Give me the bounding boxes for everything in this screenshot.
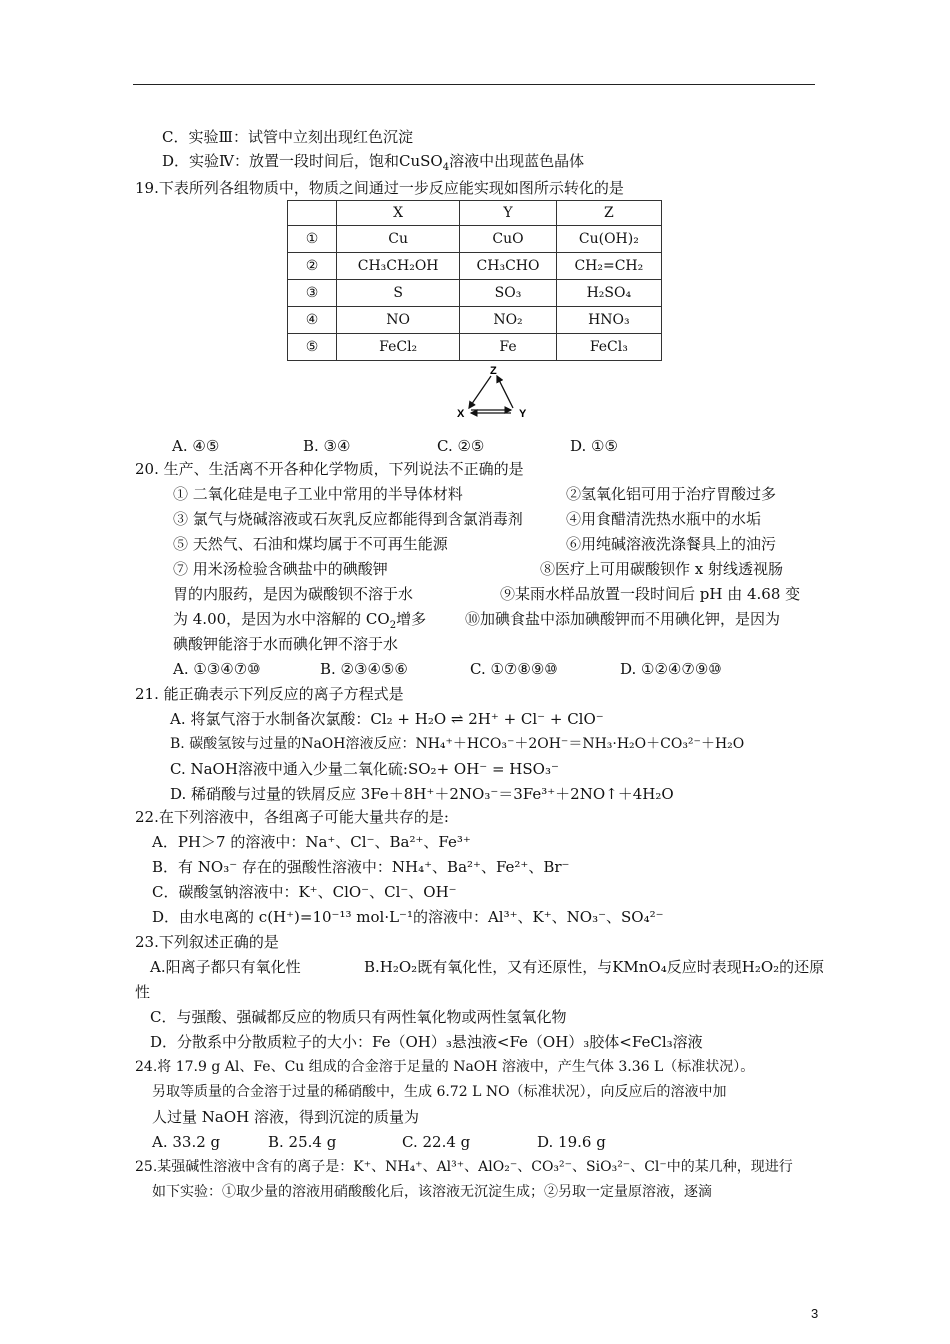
q20-stem: 20. 生产、生活离不开各种化学物质，下列说法不正确的是 [135, 460, 524, 478]
q20-statement: 碘酸钾能溶于水而碘化钾不溶于水 [173, 635, 399, 653]
q19-stem: 19.下表所列各组物质中，物质之间通过一步反应能实现如图所示转化的是 [135, 179, 624, 197]
table-row: ⑤ FeCl₂ Fe FeCl₃ [288, 334, 662, 361]
q21-option-c: C. NaOH溶液中通入少量二氧化硫:SO₂+ OH⁻ = HSO₃⁻ [170, 760, 559, 778]
q23-option-d: D．分散系中分散质粒子的大小：Fe（OH）₃悬浊液<Fe（OH）₃胶体<FeCl₃溶液 [150, 1033, 703, 1051]
q20-option-b: B. ②③④⑤⑥ [320, 660, 408, 678]
q20-statement: ④用食醋清洗热水瓶中的水垢 [566, 510, 762, 528]
q21-stem: 21. 能正确表示下列反应的离子方程式是 [135, 685, 404, 703]
q19-table [287, 200, 662, 361]
q20-statement: ⑨某雨水样品放置一段时间后 pH 由 4.68 变 [500, 585, 801, 603]
q20-option-d: D. ①②④⑦⑨⑩ [620, 660, 722, 678]
q20-statement: ②氢氧化铝可用于治疗胃酸过多 [566, 485, 777, 503]
q19-option-d: D. ①⑤ [570, 437, 618, 455]
q24-stem-line3: 人过量 NaOH 溶液，得到沉淀的质量为 [152, 1108, 419, 1126]
q20-option-c: C. ①⑦⑧⑨⑩ [470, 660, 558, 678]
table-header-row [288, 201, 662, 226]
q20-statement: 胃的内服药，是因为碳酸钡不溶于水 [173, 585, 414, 603]
q19-option-b: B. ③④ [303, 437, 351, 455]
page-number: 3 [811, 1306, 819, 1321]
q22-stem: 22.在下列溶液中，各组离子可能大量共存的是: [135, 808, 449, 826]
q23-option-b: B.H₂O₂既有氧化性，又有还原性，与KMnO₄反应时表现H₂O₂的还原 [364, 958, 825, 976]
table-corner [288, 201, 337, 226]
q19-option-a: A. ④⑤ [172, 437, 220, 455]
q22-option-c: C．碳酸氢钠溶液中：K⁺、ClO⁻、Cl⁻、OH⁻ [152, 883, 457, 901]
q21-option-d: D. 稀硝酸与过量的铁屑反应 3Fe＋8H⁺＋2NO₃⁻＝3Fe³⁺＋2NO↑＋4H₂O [170, 785, 674, 803]
q24-stem-line1: 24.将 17.9 g Al、Fe、Cu 组成的合金溶于足量的 NaOH 溶液中，产生气体 3.36 L（标准状况）。 [135, 1059, 755, 1075]
node-z: Z [490, 365, 497, 377]
q24-option-a: A. 33.2 g [152, 1133, 221, 1151]
column-header: Z [556, 201, 661, 226]
q20-statement: ① 二氧化硅是电子工业中常用的半导体材料 [173, 485, 463, 503]
table-row: ② CH₃CH₂OH CH₃CHO CH₂=CH₂ [288, 253, 662, 280]
q24-option-b: B. 25.4 g [268, 1133, 337, 1151]
q23-option-c: C．与强酸、强碱都反应的物质只有两性氧化物或两性氢氧化物 [150, 1008, 567, 1026]
q22-option-d: D．由水电离的 c(H⁺)=10⁻¹³ mol·L⁻¹的溶液中：Al³⁺、K⁺、NO₃⁻、SO₄²⁻ [152, 908, 664, 926]
q22-option-b: B．有 NO₃⁻ 存在的强酸性溶液中：NH₄⁺、Ba²⁺、Fe²⁺、Br⁻ [152, 858, 570, 876]
q25-stem-line1: 25.某强碱性溶液中含有的离子是：K⁺、NH₄⁺、Al³⁺、AlO₂⁻、CO₃²⁻、SiO₃²⁻、Cl⁻中的某几种，现进行 [135, 1159, 793, 1175]
table-row: ③ S SO₃ H₂SO₄ [288, 280, 662, 307]
q24-option-d: D. 19.6 g [537, 1133, 606, 1151]
q18-option-d: D．实验Ⅳ：放置一段时间后，饱和CuSO$_4$溶液中出现蓝色晶体 [162, 152, 585, 173]
q23-option-a: A.阳离子都只有氧化性 [150, 958, 301, 976]
q22-option-a: A．PH＞7 的溶液中：Na⁺、Cl⁻、Ba²⁺、Fe³⁺ [152, 833, 471, 851]
q24-option-c: C. 22.4 g [402, 1133, 471, 1151]
table-row: ④ NO NO₂ HNO₃ [288, 307, 662, 334]
q19-option-c: C. ②⑤ [437, 437, 485, 455]
header-rule [133, 84, 815, 85]
q23-option-b-cont: 性 [135, 983, 151, 1001]
q23-stem: 23.下列叙述正确的是 [135, 933, 279, 951]
node-x: X [457, 408, 465, 420]
node-y: Y [519, 408, 527, 420]
q21-option-a: A. 将氯气溶于水制备次氯酸：Cl₂ + H₂O ⇌ 2H⁺ + Cl⁻ + ClO⁻ [170, 710, 604, 728]
column-header: X [337, 201, 460, 226]
q20-statement: 为 4.00，是因为水中溶解的 $CO_2$增多 [173, 610, 427, 631]
q20-statement: ⑧医疗上可用碳酸钡作 x 射线透视肠 [540, 560, 783, 578]
q20-statement: ⑥用纯碱溶液洗涤餐具上的油污 [566, 535, 777, 553]
q24-stem-line2: 另取等质量的合金溶于过量的稀硝酸中，生成 6.72 L NO（标准状况），向反应后的溶液中加 [152, 1084, 727, 1100]
column-header: Y [460, 201, 556, 226]
q20-statement: ③ 氯气与烧碱溶液或石灰乳反应都能得到含氯消毒剂 [173, 510, 523, 528]
q21-option-b: B. 碳酸氢铵与过量的NaOH溶液反应：NH₄⁺＋HCO₃⁻＋2OH⁻＝NH₃·H₂O＋CO₃²⁻＋H₂O [170, 736, 745, 752]
q20-statement: ⑩加碘食盐中添加碘酸钾而不用碘化钾，是因为 [465, 610, 781, 628]
q18-option-c: C．实验Ⅲ：试管中立刻出现红色沉淀 [162, 128, 413, 146]
q20-statement: ⑤ 天然气、石油和煤均属于不可再生能源 [173, 535, 448, 553]
q20-statement: ⑦ 用米汤检验含碘盐中的碘酸钾 [173, 560, 388, 578]
table-row: ① Cu CuO Cu(OH)₂ [288, 226, 662, 253]
q20-option-a: A. ①③④⑦⑩ [173, 660, 261, 678]
q25-stem-line2: 如下实验：①取少量的溶液用硝酸酸化后，该溶液无沉淀生成；②另取一定量原溶液，逐滴 [152, 1184, 712, 1200]
transformation-triangle-diagram [455, 364, 535, 422]
